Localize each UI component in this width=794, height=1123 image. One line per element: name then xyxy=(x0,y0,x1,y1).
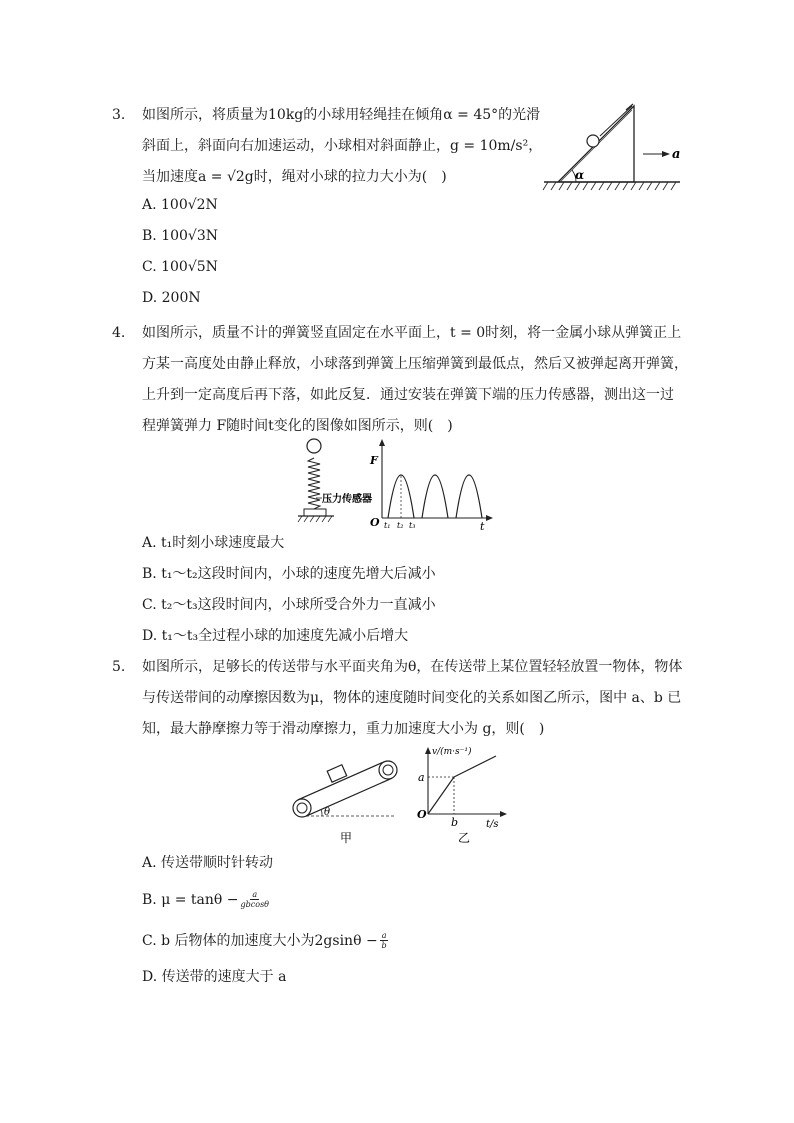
spring-force-figure xyxy=(294,436,504,530)
stem-line: 程弹簧弹力 F随时间t变化的图像如图所示，则( ) xyxy=(142,418,453,434)
y-axis-label: F xyxy=(370,454,378,467)
y-axis-label: v/(m·s⁻¹) xyxy=(432,747,472,757)
figure-caption-left: 甲 xyxy=(340,831,353,845)
fraction-denominator: gbcosθ xyxy=(240,900,269,909)
question-number: 4. xyxy=(112,325,126,341)
stem-line: 上升到一定高度后再下落，如此反复．通过安装在弹簧下端的压力传感器，测出这一过 xyxy=(142,387,674,403)
sensor-label: 压力传感器 xyxy=(322,494,372,505)
question-number: 5. xyxy=(112,659,126,675)
pressure-sensor xyxy=(304,509,326,516)
stem-line: 当加速度a = √2g时，绳对小球的拉力大小为( ) xyxy=(142,169,447,185)
incline-figure xyxy=(540,96,690,196)
fraction-numerator: a xyxy=(381,930,387,940)
force-curve-3 xyxy=(456,475,482,518)
metal-ball xyxy=(307,439,321,453)
force-curve-2 xyxy=(422,475,448,518)
a-tick-label: a xyxy=(418,771,425,784)
origin-label: O xyxy=(370,516,380,529)
fraction-denominator: b xyxy=(381,940,387,950)
q5-option-b[interactable] xyxy=(142,890,269,909)
q3-option-b[interactable]: B. 100√3N xyxy=(142,228,218,244)
option-text: C. b 后物体的加速度大小为2gsinθ − xyxy=(142,933,378,949)
tick-t3: t₃ xyxy=(409,521,416,530)
x-axis-label: t xyxy=(480,520,485,530)
origin-label: O xyxy=(417,808,427,821)
fraction-numerator: a xyxy=(252,890,258,899)
fraction xyxy=(380,931,389,950)
question-stem xyxy=(142,100,542,193)
stem-line: 斜面上，斜面向右加速运动，小球相对斜面静止，g = 10m/s²， xyxy=(142,138,543,154)
figure-caption-right: 乙 xyxy=(458,831,471,845)
question-number: 3. xyxy=(112,107,126,123)
b-tick-label: b xyxy=(451,816,459,829)
q4-option-d[interactable]: D. t₁～t₃全过程小球的加速度先减小后增大 xyxy=(142,628,409,644)
q4-option-a[interactable]: A. t₁时刻小球速度最大 xyxy=(142,535,285,551)
tick-t1: t₁ xyxy=(384,521,391,530)
q5-option-d[interactable]: D. 传送带的速度大于 a xyxy=(142,969,287,985)
question-stem xyxy=(142,318,688,442)
stem-line: 如图所示，将质量为10kg的小球用轻绳挂在倾角α = 45°的光滑 xyxy=(142,107,541,123)
velocity-segment-1 xyxy=(428,777,454,814)
conveyor-figure xyxy=(286,752,406,848)
velocity-segment-2 xyxy=(454,756,496,777)
question-stem xyxy=(142,652,682,745)
stem-line: 与传送带间的动摩擦因数为μ，物体的速度随时间变化的关系如图乙所示，图中 a、b 已 xyxy=(142,690,682,706)
stem-line: 知，最大静摩擦力等于滑动摩擦力，重力加速度大小为 g，则( ) xyxy=(142,721,545,737)
q5-option-a[interactable]: A. 传送带顺时针转动 xyxy=(142,855,274,871)
q5-option-c[interactable] xyxy=(142,930,388,950)
q3-option-a[interactable]: A. 100√2N xyxy=(142,197,218,213)
option-text: B. μ = tanθ − xyxy=(142,891,239,908)
q4-option-c[interactable]: C. t₂～t₃这段时间内，小球所受合外力一直减小 xyxy=(142,597,436,613)
fraction xyxy=(241,890,269,909)
angle-label: α xyxy=(575,168,585,182)
angle-label: θ xyxy=(324,807,331,818)
velocity-graph xyxy=(414,742,514,846)
acceleration-label: a xyxy=(672,147,681,162)
q4-option-b[interactable]: B. t₁～t₂这段时间内，小球的速度先增大后减小 xyxy=(142,566,436,582)
stem-line: 方某一高度处由静止释放，小球落到弹簧上压缩弹簧到最低点，然后又被弹起离开弹簧， xyxy=(142,356,688,372)
x-axis-label: t/s xyxy=(486,819,499,830)
spring xyxy=(308,458,320,509)
ball xyxy=(587,135,599,147)
stem-line: 如图所示，质量不计的弹簧竖直固定在水平面上，t = 0时刻，将一金属小球从弹簧正上 xyxy=(142,325,682,341)
stem-line: 如图所示，足够长的传送带与水平面夹角为θ，在传送带上某位置轻轻放置一物体，物体 xyxy=(142,659,683,675)
q3-option-c[interactable]: C. 100√5N xyxy=(142,259,218,275)
tick-t2: t₂ xyxy=(397,521,404,530)
q3-option-d[interactable]: D. 200N xyxy=(142,290,201,306)
